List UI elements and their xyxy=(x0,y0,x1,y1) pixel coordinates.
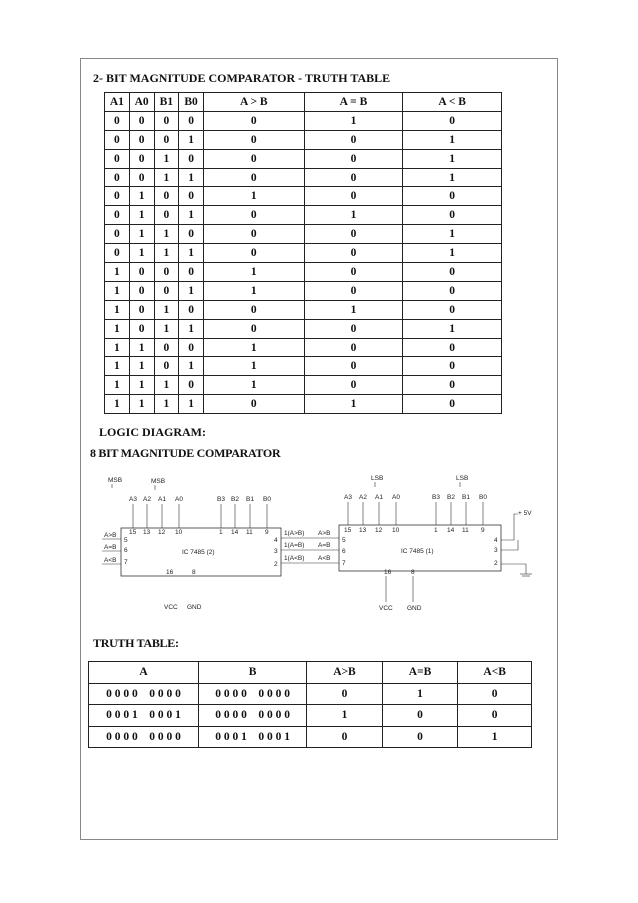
table-cell: 1 xyxy=(304,206,403,225)
table-cell: 1 xyxy=(105,376,130,395)
table-cell: 0 0 0 1 0 0 0 1 xyxy=(199,726,307,748)
table-cell: 0 xyxy=(203,300,304,319)
table-cell: 0 xyxy=(129,281,154,300)
gnd-label-ic1: GND xyxy=(407,605,422,612)
ic2-pin-7: 7 xyxy=(124,559,128,566)
ic2-pin-5: 5 xyxy=(124,537,128,544)
b2-label-ic1: B2 xyxy=(447,494,455,501)
table-cell: 1 xyxy=(129,225,154,244)
column-header: A < B xyxy=(403,93,502,112)
table-cell: 1 xyxy=(179,244,204,263)
a2-label-ic1: A2 xyxy=(359,494,367,501)
a0-label: A0 xyxy=(175,496,183,503)
table-row xyxy=(105,206,502,225)
table-row xyxy=(105,111,502,130)
table-cell: 0 xyxy=(154,281,179,300)
mid-a-lt-b: A<B xyxy=(318,555,331,562)
column-header: A0 xyxy=(129,93,154,112)
b0-label-ic1: B0 xyxy=(479,494,487,501)
table-cell: 0 xyxy=(304,187,403,206)
table-cell: 0 xyxy=(403,206,502,225)
table-row xyxy=(105,225,502,244)
table-cell: 1 xyxy=(403,130,502,149)
ic2-pin-2: 2 xyxy=(274,561,278,568)
table-header-row xyxy=(105,93,502,112)
ic1-pin-10: 10 xyxy=(392,527,400,534)
ic2-label: IC 7485 (2) xyxy=(182,549,215,556)
table-cell: 1 xyxy=(403,244,502,263)
table-cell: 0 xyxy=(179,187,204,206)
table-cell: 0 xyxy=(382,705,458,727)
table-row xyxy=(89,726,532,748)
table-cell: 0 xyxy=(403,111,502,130)
ic1-label: IC 7485 (1) xyxy=(401,548,434,555)
ic2-pin-3: 3 xyxy=(274,548,278,555)
table-cell: 0 xyxy=(403,338,502,357)
table-cell: 1 xyxy=(105,395,130,414)
table-cell: 1 xyxy=(105,281,130,300)
table-cell: 0 xyxy=(154,263,179,282)
b3-label-ic1: B3 xyxy=(432,494,440,501)
table-cell: 0 xyxy=(105,168,130,187)
ic2-pin-12: 12 xyxy=(158,529,166,536)
input-a-gt-b: A>B xyxy=(104,532,117,539)
table-row xyxy=(105,168,502,187)
table-cell: 0 0 0 0 0 0 0 0 xyxy=(89,726,199,748)
column-header: A > B xyxy=(203,93,304,112)
ic1-pin-11: 11 xyxy=(462,527,469,534)
table-cell: 0 xyxy=(403,300,502,319)
table-cell: 0 xyxy=(179,376,204,395)
table-row xyxy=(105,281,502,300)
vcc-label-ic2: VCC xyxy=(164,604,178,611)
table-cell: 0 xyxy=(129,263,154,282)
table-row xyxy=(105,300,502,319)
table-cell: 1 xyxy=(129,187,154,206)
ic2-pin-9: 9 xyxy=(265,529,269,536)
table-cell: 1 xyxy=(154,376,179,395)
logic-diagram-heading: LOGIC DIAGRAM: xyxy=(99,425,206,439)
ic-7485-1 xyxy=(339,475,532,612)
ic1-pin-4: 4 xyxy=(494,537,498,544)
a1-label-ic1: A1 xyxy=(375,494,383,501)
output-1-eq: 1(A=B) xyxy=(284,542,305,549)
table-row xyxy=(105,395,502,414)
table-row xyxy=(105,149,502,168)
table-cell: 1 xyxy=(129,244,154,263)
table-cell: 0 xyxy=(304,149,403,168)
msb-label-ic2: MSB xyxy=(108,477,123,484)
table-cell: 1 xyxy=(458,726,532,748)
table-cell: 0 xyxy=(203,244,304,263)
two-bit-truth-table xyxy=(104,92,502,414)
truth-table-heading: TRUTH TABLE: xyxy=(93,636,179,650)
table-cell: 0 xyxy=(203,168,304,187)
table-header-row xyxy=(89,662,532,684)
table-cell: 0 xyxy=(307,683,383,705)
table-cell: 1 xyxy=(179,130,204,149)
ic1-pin-7: 7 xyxy=(342,560,346,567)
table-cell: 0 xyxy=(179,225,204,244)
ic1-pin-13: 13 xyxy=(359,527,367,534)
b3-label: B3 xyxy=(217,496,225,503)
table-cell: 0 xyxy=(382,726,458,748)
table-cell: 0 xyxy=(105,206,130,225)
table-cell: 0 xyxy=(304,319,403,338)
table-cell: 0 xyxy=(203,225,304,244)
table-cell: 0 xyxy=(203,319,304,338)
table-cell: 0 xyxy=(129,168,154,187)
table-cell: 0 xyxy=(403,395,502,414)
table-cell: 1 xyxy=(304,111,403,130)
ic1-pin-14: 14 xyxy=(447,527,455,534)
mid-a-gt-b: A>B xyxy=(318,530,331,537)
table-cell: 0 xyxy=(304,263,403,282)
table-cell: 0 xyxy=(129,319,154,338)
table-cell: 1 xyxy=(307,705,383,727)
table-cell: 1 xyxy=(179,206,204,225)
table-cell: 1 xyxy=(304,300,403,319)
table-cell: 1 xyxy=(154,300,179,319)
table-row xyxy=(105,319,502,338)
b0-label: B0 xyxy=(263,496,271,503)
table-cell: 1 xyxy=(304,395,403,414)
table-cell: 1 xyxy=(203,357,304,376)
column-header: A>B xyxy=(307,662,383,684)
table-cell: 1 xyxy=(154,395,179,414)
table-cell: 1 xyxy=(203,187,304,206)
table-cell: 0 xyxy=(203,149,304,168)
b1-label-ic1: B1 xyxy=(462,494,470,501)
table-cell: 1 xyxy=(154,244,179,263)
ic2-pin-10: 10 xyxy=(175,529,183,536)
ic1-pin-8: 8 xyxy=(411,569,415,576)
output-1-lt: 1(A<B) xyxy=(284,555,305,562)
table-cell: 1 xyxy=(105,263,130,282)
table-row xyxy=(89,683,532,705)
table-cell: 0 xyxy=(129,300,154,319)
table-cell: 0 xyxy=(105,225,130,244)
ic1-pin-2: 2 xyxy=(494,560,498,567)
table-cell: 1 xyxy=(203,263,304,282)
ic2-pin-8: 8 xyxy=(192,569,196,576)
table-cell: 0 xyxy=(179,149,204,168)
logic-diagram xyxy=(86,470,546,620)
table-cell: 1 xyxy=(179,319,204,338)
table-cell: 1 xyxy=(129,357,154,376)
table-cell: 0 xyxy=(129,149,154,168)
ic1-pin-15: 15 xyxy=(344,527,352,534)
table-cell: 1 xyxy=(105,357,130,376)
table-cell: 0 xyxy=(304,357,403,376)
a2-label: A2 xyxy=(143,496,151,503)
column-header: A=B xyxy=(382,662,458,684)
table-cell: 0 xyxy=(129,111,154,130)
table-cell: 0 xyxy=(203,111,304,130)
table-cell: 0 xyxy=(154,111,179,130)
table-cell: 0 0 0 1 0 0 0 1 xyxy=(89,705,199,727)
ic2-pin-14: 14 xyxy=(231,529,239,536)
output-1-gt: 1(A>B) xyxy=(284,530,305,537)
table-cell: 1 xyxy=(179,395,204,414)
ic2-pin-16: 16 xyxy=(166,569,174,576)
ic1-pin-9: 9 xyxy=(481,527,485,534)
table-cell: 0 xyxy=(304,225,403,244)
table-cell: 1 xyxy=(403,168,502,187)
table-cell: 1 xyxy=(129,206,154,225)
vcc-label-ic1: VCC xyxy=(379,605,393,612)
column-header: B xyxy=(199,662,307,684)
table-row xyxy=(89,705,532,727)
table-cell: 0 0 0 0 0 0 0 0 xyxy=(199,705,307,727)
a3-label: A3 xyxy=(129,496,137,503)
table-cell: 0 xyxy=(129,130,154,149)
table-cell: 0 xyxy=(458,705,532,727)
table-cell: 1 xyxy=(179,281,204,300)
gnd-label-ic2: GND xyxy=(187,604,202,611)
ic1-pin-6: 6 xyxy=(342,548,346,555)
ic2-pin-15: 15 xyxy=(129,529,137,536)
input-a-eq-b: A=B xyxy=(104,544,117,551)
table-cell: 0 xyxy=(105,149,130,168)
table-cell: 0 xyxy=(179,338,204,357)
table-row xyxy=(105,357,502,376)
table-row xyxy=(105,338,502,357)
table-cell: 1 xyxy=(203,338,304,357)
table-cell: 0 xyxy=(154,357,179,376)
lsb-label-ic1-b: LSB xyxy=(456,475,469,482)
table-cell: 0 xyxy=(304,130,403,149)
a0-label-ic1: A0 xyxy=(392,494,400,501)
table-cell: 0 xyxy=(105,111,130,130)
table-cell: 0 xyxy=(105,244,130,263)
table-cell: 1 xyxy=(105,319,130,338)
ic2-pin-4: 4 xyxy=(274,537,278,544)
table-cell: 0 xyxy=(105,187,130,206)
table-cell: 1 xyxy=(105,338,130,357)
table-cell: 1 xyxy=(403,319,502,338)
table-cell: 0 xyxy=(179,300,204,319)
table-cell: 1 xyxy=(154,168,179,187)
table-cell: 0 xyxy=(154,130,179,149)
a1-label: A1 xyxy=(158,496,166,503)
table-cell: 0 xyxy=(179,263,204,282)
ic1-pin-3: 3 xyxy=(494,547,498,554)
table-cell: 0 0 0 0 0 0 0 0 xyxy=(89,683,199,705)
table-cell: 0 xyxy=(304,281,403,300)
a3-label-ic1: A3 xyxy=(344,494,352,501)
ic1-pin-1: 1 xyxy=(434,527,438,534)
table-cell: 0 xyxy=(458,683,532,705)
plus-5v-label: + 5V xyxy=(518,510,532,517)
table-row xyxy=(105,263,502,282)
frame-title: 2- BIT MAGNITUDE COMPARATOR - TRUTH TABLE xyxy=(93,71,391,85)
table-cell: 1 xyxy=(129,395,154,414)
table-cell: 1 xyxy=(154,149,179,168)
table-cell: 0 xyxy=(304,168,403,187)
table-cell: 1 xyxy=(129,338,154,357)
table-cell: 0 xyxy=(154,206,179,225)
table-cell: 0 xyxy=(403,281,502,300)
comparator-heading: 8 BIT MAGNITUDE COMPARATOR xyxy=(90,446,281,460)
table-cell: 1 xyxy=(403,149,502,168)
table-row xyxy=(105,130,502,149)
ic2-pin-13: 13 xyxy=(143,529,151,536)
table-cell: 0 xyxy=(304,376,403,395)
b2-label: B2 xyxy=(231,496,239,503)
ic2-pin-11: 11 xyxy=(246,529,253,536)
table-row xyxy=(105,187,502,206)
table-cell: 1 xyxy=(179,168,204,187)
table-cell: 1 xyxy=(382,683,458,705)
table-cell: 0 xyxy=(154,187,179,206)
lsb-label-ic1: LSB xyxy=(371,475,384,482)
ic1-pin-12: 12 xyxy=(375,527,383,534)
ic1-pin-5: 5 xyxy=(342,537,346,544)
table-cell: 1 xyxy=(203,281,304,300)
msb-label-ic2-b: MSB xyxy=(151,478,166,485)
table-cell: 0 xyxy=(403,263,502,282)
ic-7485-2 xyxy=(102,477,339,611)
b1-label: B1 xyxy=(246,496,254,503)
column-header: A xyxy=(89,662,199,684)
column-header: B0 xyxy=(179,93,204,112)
column-header: A<B xyxy=(458,662,532,684)
table-cell: 0 xyxy=(203,206,304,225)
table-cell: 0 xyxy=(203,395,304,414)
table-cell: 1 xyxy=(203,376,304,395)
ic2-pin-1: 1 xyxy=(219,529,223,536)
column-header: A = B xyxy=(304,93,403,112)
mid-a-eq-b: A=B xyxy=(318,542,331,549)
table-cell: 1 xyxy=(105,300,130,319)
ic1-pin-16: 16 xyxy=(384,569,392,576)
table-cell: 0 xyxy=(304,338,403,357)
table-cell: 1 xyxy=(154,225,179,244)
table-row xyxy=(105,244,502,263)
table-cell: 1 xyxy=(154,319,179,338)
table-row xyxy=(105,376,502,395)
table-cell: 0 xyxy=(403,357,502,376)
eight-bit-truth-table xyxy=(88,661,532,748)
table-cell: 0 xyxy=(403,187,502,206)
table-cell: 1 xyxy=(403,225,502,244)
table-cell: 1 xyxy=(129,376,154,395)
ic2-pin-6: 6 xyxy=(124,547,128,554)
table-cell: 0 0 0 0 0 0 0 0 xyxy=(199,683,307,705)
table-cell: 0 xyxy=(154,338,179,357)
table-cell: 0 xyxy=(403,376,502,395)
input-a-lt-b: A<B xyxy=(104,557,117,564)
column-header: B1 xyxy=(154,93,179,112)
table-cell: 0 xyxy=(203,130,304,149)
table-cell: 0 xyxy=(307,726,383,748)
table-cell: 0 xyxy=(179,111,204,130)
table-cell: 0 xyxy=(304,244,403,263)
table-cell: 0 xyxy=(105,130,130,149)
column-header: A1 xyxy=(105,93,130,112)
table-cell: 1 xyxy=(179,357,204,376)
